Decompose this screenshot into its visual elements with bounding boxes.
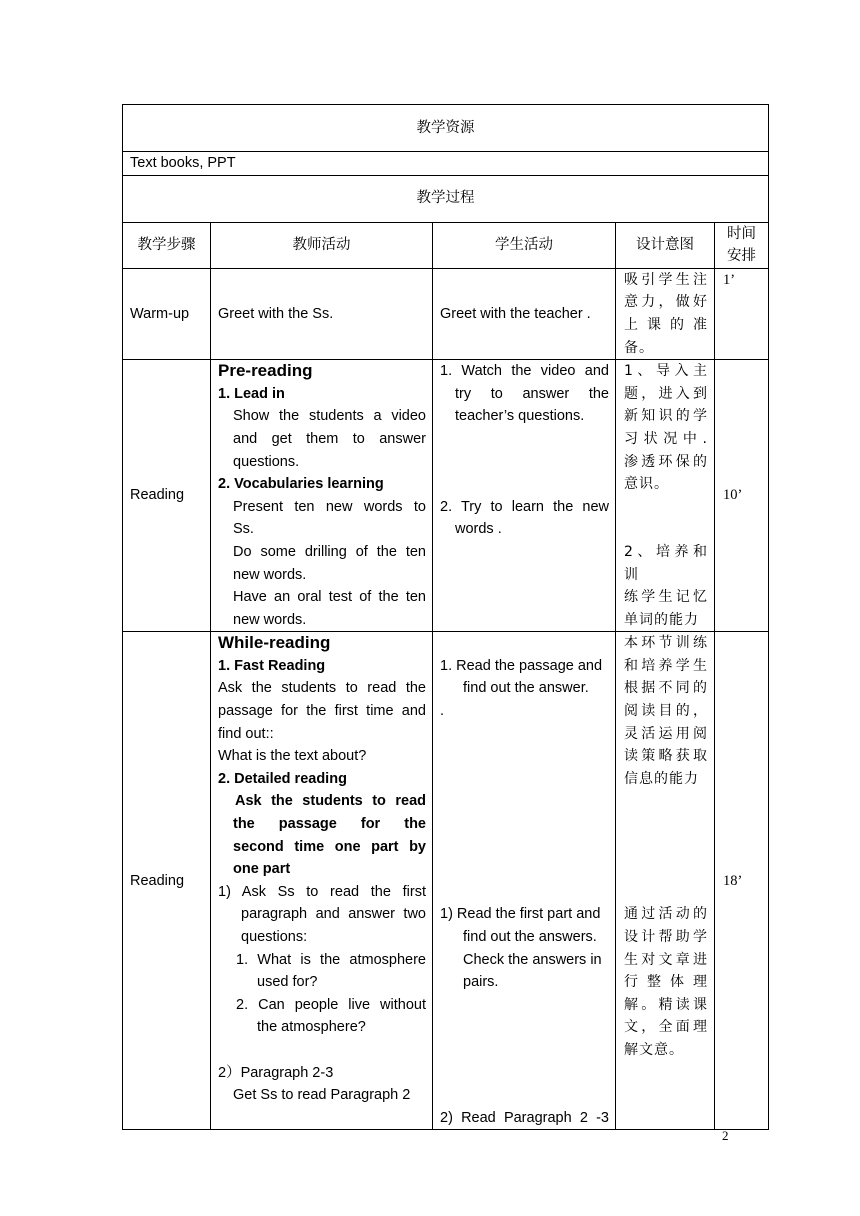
spacer bbox=[440, 1039, 609, 1062]
prereading-student bbox=[433, 360, 616, 632]
header-teacher: 教师活动 bbox=[211, 222, 433, 268]
vocab-line: new words. bbox=[233, 611, 307, 628]
vocab-line: Ss. bbox=[233, 521, 254, 538]
vocab-title: 2. Vocabularies learning bbox=[218, 476, 384, 493]
whilereading-student-line: pairs. bbox=[463, 974, 499, 991]
prereading-step: Reading bbox=[123, 360, 211, 632]
whilereading-intent-line: 灵活运用阅 bbox=[624, 725, 708, 742]
question1-line: used for? bbox=[257, 974, 318, 991]
paragraph23-title: 2）Paragraph 2-3 bbox=[218, 1064, 334, 1081]
vocab-line: new words. bbox=[233, 566, 307, 583]
prereading-intent-line: 渗透环保的 bbox=[624, 453, 708, 470]
spacer bbox=[440, 858, 609, 881]
spacer bbox=[440, 1016, 609, 1039]
lead-in-line: and get them to answer bbox=[233, 430, 426, 447]
warmup-step: Warm-up bbox=[123, 268, 211, 359]
question2-line: the atmosphere? bbox=[257, 1019, 366, 1036]
fast-reading-title: 1. Fast Reading bbox=[218, 657, 326, 674]
whilereading-row bbox=[123, 632, 769, 1130]
fast-reading-line: passage for the first time and bbox=[218, 703, 426, 720]
header-time-line2: 安排 bbox=[727, 248, 756, 265]
spacer bbox=[624, 790, 708, 813]
resources-title-row bbox=[123, 105, 769, 152]
fast-reading-line: find out:: bbox=[218, 725, 274, 742]
prereading-intent-line: 1、导入主 bbox=[624, 363, 708, 380]
whilereading-intent-line: 根据不同的 bbox=[624, 680, 708, 697]
prereading-intent-line: 练学生记忆 bbox=[624, 589, 708, 606]
vocab-line: Have an oral test of the ten bbox=[233, 589, 426, 606]
prereading-student-line: 1. Watch the video and bbox=[440, 363, 609, 380]
whilereading-intent-line: 解文意。 bbox=[624, 1041, 684, 1058]
whilereading-student-line: find out the answer. bbox=[463, 680, 589, 697]
whilereading-intent bbox=[616, 632, 715, 1130]
spacer bbox=[440, 994, 609, 1017]
whilereading-intent-line: 文，全面理 bbox=[624, 1019, 708, 1036]
prereading-intent-line: 2、培养和训 bbox=[624, 543, 708, 583]
warmup-intent-line: 上 课 的 准 bbox=[624, 316, 708, 333]
spacer bbox=[440, 428, 609, 451]
question1-line: 1. What is the atmosphere bbox=[236, 951, 426, 968]
whilereading-intent-line: 通过活动的 bbox=[624, 906, 708, 923]
page-number: 2 bbox=[722, 1128, 729, 1143]
spacer bbox=[440, 745, 609, 768]
spacer bbox=[440, 836, 609, 859]
warmup-intent-line: 意力，做好 bbox=[624, 294, 708, 311]
spacer bbox=[440, 790, 609, 813]
paragraph1-line: paragraph and answer two bbox=[241, 906, 426, 923]
paragraph1-line: 1) Ask Ss to read the first bbox=[218, 883, 426, 900]
header-time bbox=[715, 222, 769, 268]
spacer bbox=[440, 768, 609, 791]
warmup-intent-line: 备。 bbox=[624, 339, 654, 356]
whilereading-intent-line: 解。精读课 bbox=[624, 996, 708, 1013]
whilereading-student-line: . bbox=[440, 703, 445, 720]
warmup-intent bbox=[616, 268, 715, 359]
warmup-row bbox=[123, 268, 769, 359]
whilereading-intent-line: 读策略获取 bbox=[624, 748, 708, 765]
spacer bbox=[440, 881, 609, 904]
spacer bbox=[440, 451, 609, 474]
whilereading-intent-line: 本环节训练 bbox=[624, 635, 708, 652]
whilereading-student-line: 2) Read Paragraph 2 -3 bbox=[440, 1109, 609, 1126]
vocab-line: Present ten new words to bbox=[233, 498, 426, 515]
whilereading-student-line: find out the answers. bbox=[463, 929, 597, 945]
paragraph23-line: Get Ss to read Paragraph 2 bbox=[233, 1087, 411, 1104]
detailed-reading-line: Ask the students to read bbox=[235, 793, 426, 810]
spacer bbox=[440, 473, 609, 496]
whilereading-intent-line: 行 整 体 理 bbox=[624, 974, 708, 991]
prereading-time: 10’ bbox=[715, 360, 769, 632]
header-time-line1: 时间 bbox=[727, 225, 756, 242]
spacer bbox=[624, 813, 708, 836]
whilereading-intent-line: 设计帮助学 bbox=[624, 929, 708, 945]
spacer bbox=[440, 723, 609, 746]
whilereading-intent-line: 和培养学生 bbox=[624, 657, 708, 674]
prereading-intent-line: 习状况中. bbox=[624, 430, 708, 447]
spacer bbox=[440, 1062, 609, 1085]
prereading-intent-line: 题，进入到 bbox=[624, 385, 708, 402]
whilereading-intent-line: 阅读目的， bbox=[624, 703, 708, 720]
fast-reading-line: Ask the students to read the bbox=[218, 680, 426, 697]
prereading-student-line: try to answer the bbox=[455, 385, 609, 402]
prereading-intent bbox=[616, 360, 715, 632]
prereading-teacher bbox=[211, 360, 433, 632]
warmup-time: 1’ bbox=[715, 268, 769, 359]
warmup-student: Greet with the teacher . bbox=[433, 268, 616, 359]
whilereading-student-line: Check the answers in bbox=[463, 951, 602, 968]
whilereading-student-line: 1. Read the passage and bbox=[440, 657, 603, 674]
spacer bbox=[624, 836, 708, 859]
spacer bbox=[624, 518, 708, 541]
prereading-intent-line: 新知识的学 bbox=[624, 408, 708, 425]
whilereading-intent-line: 信息的能力 bbox=[624, 770, 699, 787]
lead-in-line: Show the students a video bbox=[233, 408, 426, 425]
spacer bbox=[624, 881, 708, 904]
question2-line: 2. Can people live without bbox=[236, 996, 426, 1013]
fast-reading-line: What is the text about? bbox=[218, 748, 367, 765]
whilereading-heading: While-reading bbox=[218, 633, 331, 653]
spacer bbox=[624, 496, 708, 519]
resources-content: Text books, PPT bbox=[123, 152, 769, 176]
detailed-reading-line: second time one part by bbox=[233, 838, 426, 855]
lesson-plan-table bbox=[122, 104, 769, 1130]
vocab-line: Do some drilling of the ten bbox=[233, 543, 426, 560]
spacer bbox=[440, 1084, 609, 1107]
detailed-reading-line: one part bbox=[233, 861, 291, 878]
column-header-row bbox=[123, 222, 769, 268]
spacer bbox=[440, 632, 609, 655]
prereading-intent-line: 单词的能力 bbox=[624, 611, 699, 628]
prereading-student-line: 2. Try to learn the new bbox=[440, 498, 609, 515]
whilereading-step: Reading bbox=[123, 632, 211, 1130]
whilereading-student bbox=[433, 632, 616, 1130]
whilereading-intent-line: 生对文章进 bbox=[624, 951, 708, 968]
spacer bbox=[624, 858, 708, 881]
whilereading-teacher bbox=[211, 632, 433, 1130]
lead-in-line: questions. bbox=[233, 453, 300, 470]
header-step: 教学步骤 bbox=[123, 222, 211, 268]
prereading-student-line: teacher’s questions. bbox=[455, 408, 585, 425]
detailed-reading-title: 2. Detailed reading bbox=[218, 770, 347, 787]
spacer bbox=[218, 1039, 426, 1062]
header-student: 学生活动 bbox=[433, 222, 616, 268]
warmup-teacher: Greet with the Ss. bbox=[211, 268, 433, 359]
process-title: 教学过程 bbox=[123, 175, 769, 222]
warmup-intent-line: 吸引学生注 bbox=[624, 271, 708, 288]
prereading-row bbox=[123, 360, 769, 632]
lead-in-title: 1. Lead in bbox=[218, 385, 285, 402]
resources-content-row bbox=[123, 152, 769, 176]
detailed-reading-line: the passage for the bbox=[233, 816, 426, 833]
prereading-student-line: words . bbox=[455, 521, 502, 538]
prereading-heading: Pre-reading bbox=[218, 361, 313, 381]
process-title-row bbox=[123, 175, 769, 222]
whilereading-time: 18’ bbox=[715, 632, 769, 1130]
resources-title: 教学资源 bbox=[123, 105, 769, 152]
header-intent: 设计意图 bbox=[616, 222, 715, 268]
paragraph1-line: questions: bbox=[241, 929, 308, 945]
whilereading-student-line: 1) Read the first part and bbox=[440, 906, 601, 923]
spacer bbox=[440, 813, 609, 836]
prereading-intent-line: 意识。 bbox=[624, 476, 669, 493]
